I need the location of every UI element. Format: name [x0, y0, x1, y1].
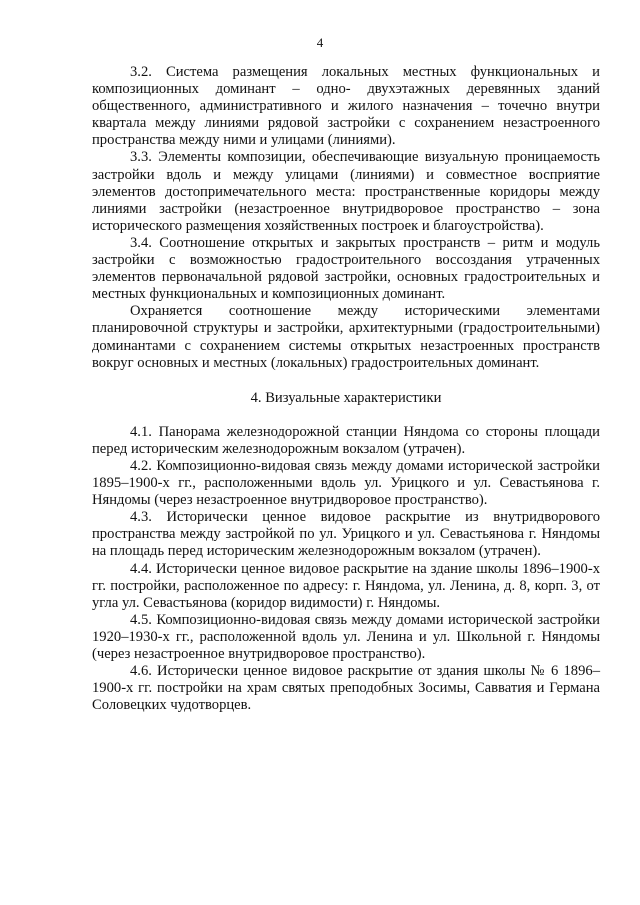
paragraph-4-5: 4.5. Композиционно-видовая связь между домами исторической застройки 1920–1930-х гг., расположенной вдоль ул. Ленина и ул. Школьной г. Няндомы (через незастроенное внутридворовое пространство).: [92, 611, 600, 662]
paragraph-4-2: 4.2. Композиционно-видовая связь между домами исторической застройки 1895–1900-х гг., расположенными вдоль ул. Урицкого и ул. Севастьянова г. Няндомы (через незастроенное внутридворовое пространство).: [92, 457, 600, 509]
page-number: 4: [316, 35, 324, 50]
document-body: [92, 64, 600, 714]
paragraph-4-6: 4.6. Исторически ценное видовое раскрытие от здания школы № 6 1896–1900-х гг. постройки на храм святых преподобных Зосимы, Савватия и Германа Соловецких чудотворцев.: [92, 663, 600, 714]
paragraph-3-4: 3.4. Соотношение открытых и закрытых пространств – ритм и модуль застройки с возможностью градостроительного воссоздания утраченных элементов первоначальной рядовой застройки, основных градостроительных и местных функциональных и композиционных доминант.: [92, 234, 600, 303]
paragraph-3-2: 3.2. Система размещения локальных местных функциональных и композиционных доминант – одно- двухэтажных деревянных зданий общественного, административного и жилого назначения – точечно внутри квартала между линиями рядовой застройки с сохранением незастроенного пространства между ними и улицами (линиями).: [92, 64, 600, 149]
paragraph-4-1: 4.1. Панорама железнодорожной станции Няндома со стороны площади перед историческим железнодорожным вокзалом (утрачен).: [92, 423, 600, 457]
paragraph-4-4: 4.4. Исторически ценное видовое раскрытие на здание школы 1896–1900-х гг. постройки, расположенное по адресу: г. Няндома, ул. Ленина, д. 8, корп. 3, от угла ул. Севастьянова (коридор видимости) г. Няндомы.: [92, 560, 600, 611]
section-4-heading: 4. Визуальные характеристики: [250, 389, 442, 406]
paragraph-3-3: 3.3. Элементы композиции, обеспечивающие визуальную проницаемость застройки вдоль и между улицами (линиями) и совместное восприятие элементов достопримечательного места: пространственные коридоры между линиями застройки (незастроенное внутридворовое пространство – зона исторического размещения хозяйственных построек и благоустройства).: [92, 149, 600, 234]
paragraph-4-3: 4.3. Исторически ценное видовое раскрытие из внутридворового пространства между застройкой по ул. Урицкого и ул. Севастьянова г. Няндомы на площадь перед историческим железнодорожным вокзалом (утрачен).: [92, 509, 600, 560]
paragraph-3-4-continued: Охраняется соотношение между историческими элементами планировочной структуры и застройки, архитектурными (градостроительными) доминантами с сохранением системы открытых незастроенных пространств вокруг основных и местных (локальных) градостроительных доминант.: [92, 303, 600, 371]
